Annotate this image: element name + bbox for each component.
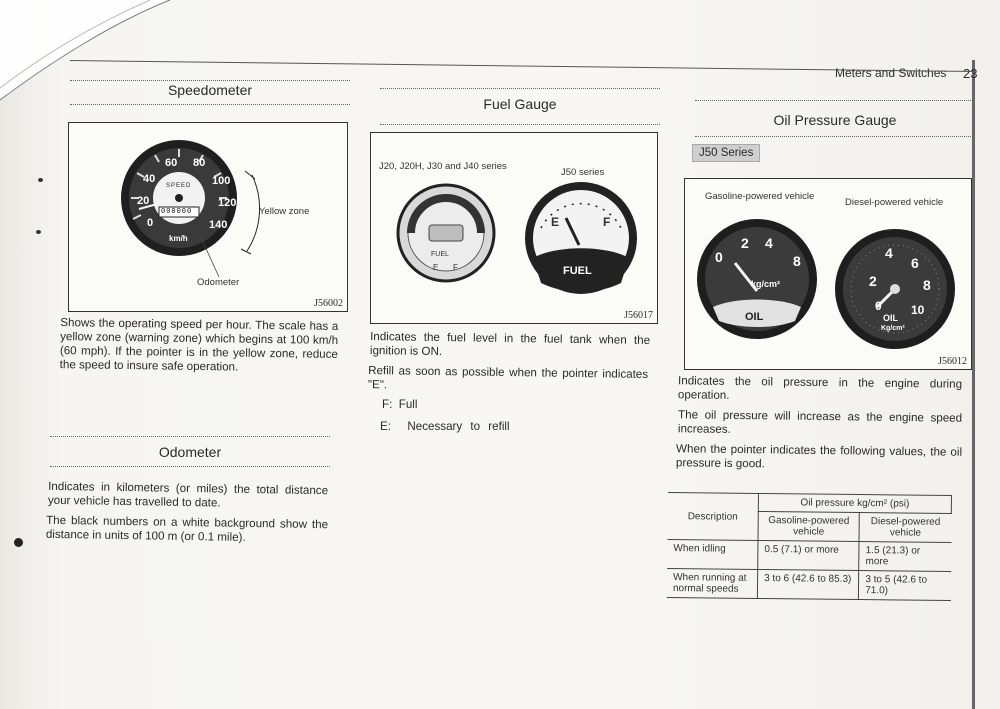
- fuel-left-f: F: [453, 263, 458, 272]
- oil-right-4: 4: [885, 245, 893, 261]
- dial-40: 40: [143, 173, 156, 185]
- oil-left-unit: kg/cm²: [751, 279, 781, 289]
- table-header-description: Description: [668, 492, 759, 540]
- legend-key: E:: [380, 420, 391, 433]
- page-number: 23: [963, 66, 978, 81]
- dial-140: 140: [209, 219, 228, 231]
- fuel-legend-empty: [380, 420, 640, 434]
- series-tag: J50 Series: [692, 144, 760, 162]
- oil-rule-top: [695, 100, 975, 101]
- page-edge: [972, 60, 975, 709]
- legend-value: Necessary to refill: [407, 420, 510, 433]
- speedometer-figure: [68, 122, 348, 312]
- speck: [38, 178, 43, 182]
- fuel-legend-full: [382, 398, 642, 412]
- table-cell-diesel: 3 to 5 (42.6 to 71.0): [859, 571, 951, 601]
- oil-label-right: Diesel-powered vehicle: [845, 197, 944, 208]
- odometer-paragraph-1: Indicates in kilometers (or miles) the total distance your vehicle has travelled to date.: [47, 479, 329, 510]
- oil-right-6: 6: [911, 255, 919, 271]
- table-row: [667, 539, 951, 571]
- oil-left-0: 0: [715, 249, 723, 265]
- oil-left-4: 4: [765, 235, 773, 251]
- odometer-paragraph-2: The black numbers on a white background show the distance in units of 100 m (or 0.1 mile).: [45, 513, 329, 544]
- dial-80: 80: [193, 157, 206, 169]
- oil-pressure-table: [667, 492, 952, 601]
- table-row: [667, 568, 951, 600]
- table-cell-desc: When running at normal speeds: [667, 568, 758, 598]
- odometer-label: Odometer: [197, 277, 240, 288]
- oil-paragraph-1: Indicates the oil pressure in the engine during operation.: [677, 374, 963, 402]
- table-header-diesel: Diesel-powered vehicle: [859, 513, 951, 543]
- dial-20: 20: [137, 195, 150, 207]
- speck: [36, 230, 41, 234]
- fuel-gauge-drawing: [371, 133, 657, 323]
- table-header-gasoline: Gasoline-powered vehicle: [758, 511, 860, 541]
- oil-right-unit: Kg/cm²: [881, 325, 905, 332]
- oil-right-2: 2: [869, 273, 877, 289]
- odometer-digits: 000000: [161, 208, 193, 216]
- table-cell-desc: When idling: [667, 539, 758, 569]
- fuel-paragraph-2: Refill as soon as possible when the pointer indicates "E".: [367, 364, 649, 392]
- table-cell-gas: 0.5 (7.1) or more: [758, 540, 860, 570]
- figure-code: J56002: [314, 298, 343, 309]
- speck: [14, 538, 23, 547]
- legend-value: Full: [398, 398, 418, 411]
- dial-120: 120: [218, 197, 237, 209]
- fuel-right-e: E: [551, 215, 560, 229]
- odometer-title: Odometer: [158, 444, 222, 460]
- yellow-zone-label: Yellow zone: [259, 206, 310, 217]
- oil-gauge-drawing: [685, 179, 971, 369]
- fuel-rule-bottom: [380, 124, 660, 125]
- dial-100: 100: [212, 175, 231, 187]
- odometer-rule-bottom: [50, 466, 330, 467]
- oil-left-text: OIL: [745, 311, 764, 323]
- oil-left-8: 8: [793, 253, 801, 269]
- oil-right-8: 8: [923, 277, 931, 293]
- oil-rule-bottom: [695, 136, 975, 137]
- table-header-oil-pressure: Oil pressure kg/cm² (psi): [758, 493, 951, 513]
- fuel-label-right: J50 series: [561, 167, 605, 178]
- oil-left-2: 2: [741, 235, 749, 251]
- oil-paragraph-2: The oil pressure will increase as the engine speed increases.: [677, 408, 963, 436]
- oil-paragraph-3: When the pointer indicates the following values, the oil pressure is good.: [675, 442, 963, 471]
- fuel-label-left: J20, J20H, J30 and J40 series: [379, 161, 507, 172]
- section-header: Meters and Switches: [835, 66, 947, 80]
- dial-unit: km/h: [169, 234, 188, 243]
- oil-right-text: OIL: [883, 313, 898, 323]
- dial-0: 0: [147, 217, 154, 229]
- oil-pressure-title: Oil Pressure Gauge: [773, 112, 897, 128]
- table-cell-gas: 3 to 6 (42.6 to 85.3): [757, 569, 859, 599]
- figure-code: J56012: [938, 356, 967, 367]
- fuel-gauge-figure: [370, 132, 658, 324]
- oil-right-0: 0: [875, 299, 882, 313]
- oil-right-10: 10: [911, 303, 925, 317]
- fuel-left-e: E: [433, 263, 439, 272]
- oil-label-left: Gasoline-powered vehicle: [705, 191, 815, 202]
- odometer-rule-top: [50, 436, 330, 437]
- dial-60: 60: [165, 157, 178, 169]
- legend-key: F:: [382, 398, 393, 411]
- speedometer-rule-top: [70, 80, 350, 81]
- speedometer-rule-bottom: [70, 104, 350, 105]
- fuel-left-text: FUEL: [431, 251, 449, 258]
- fuel-right-text: FUEL: [563, 265, 592, 277]
- fuel-rule-top: [380, 88, 660, 89]
- figure-code: J56017: [624, 310, 653, 321]
- speedometer-title: Speedometer: [167, 82, 253, 98]
- table-cell-diesel: 1.5 (21.3) or more: [859, 542, 951, 572]
- fuel-right-f: F: [603, 215, 611, 229]
- fuel-gauge-title: Fuel Gauge: [483, 96, 557, 112]
- oil-gauge-figure: [684, 178, 972, 370]
- dial-speed-text: SPEED: [166, 183, 192, 189]
- speedometer-description: Shows the operating speed per hour. The scale has a yellow zone (warning zone) which begins at 100 km/h (60 mph). If the pointer is in the yellow zone, reduce the speed to insure safe operation.: [59, 316, 339, 374]
- fuel-paragraph-1: Indicates the fuel level in the fuel tank when the ignition is ON.: [369, 330, 651, 359]
